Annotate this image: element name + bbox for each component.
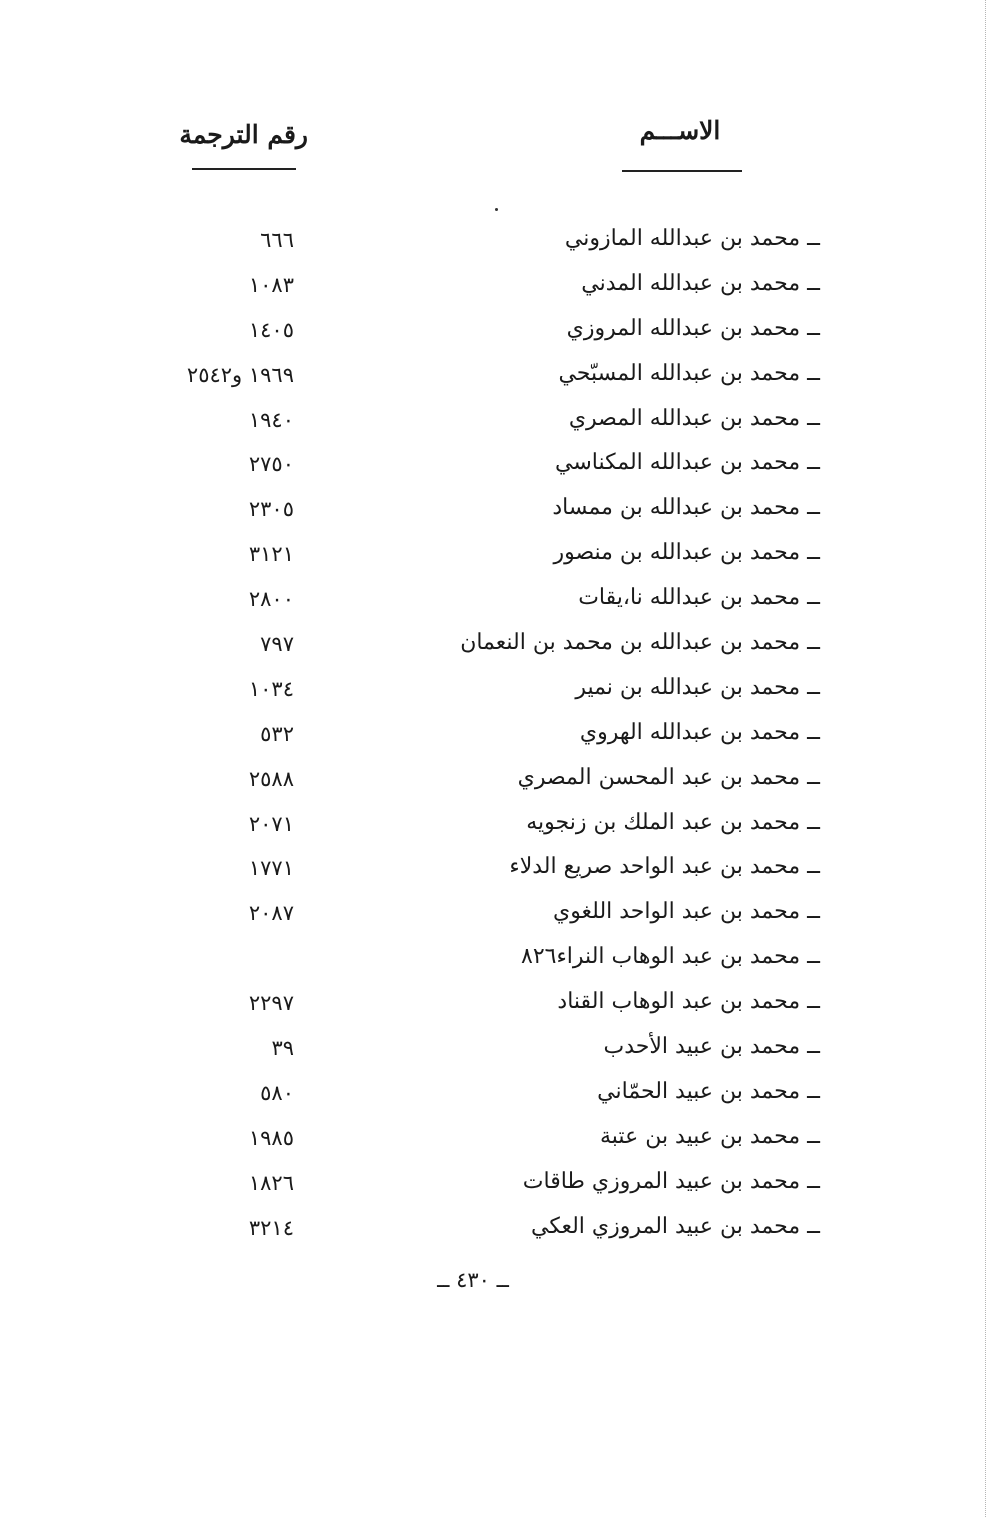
page-number: ــ ٤٣٠ ــ [437,1268,509,1292]
entry-number: ٧٩٧ [260,632,294,657]
list-item [0,402,1006,447]
number-column-heading: رقم الترجمة [179,120,308,149]
entry-number: ١٩٤٠ [248,407,294,432]
entry-number: ٢٢٩٧ [248,991,294,1016]
ink-speck [495,208,498,211]
name-heading-underline [622,170,742,172]
list-item [0,357,1006,402]
entry-name: ــ محمد بن عبدالله المصري [568,405,820,431]
entry-name: ــ محمد بن عبدالله المكناسي [555,450,820,476]
entry-name: ــ محمد بن عبدالله المازوني [564,226,820,251]
entry-name: ــ محمد بن عبدالله نا،يقات [578,585,820,611]
entry-name: ــ محمد بن عبد الملك بن زنجويه [526,809,820,835]
entry-number: ١٤٠٥ [248,317,294,342]
entry-number: ٢٨٠٠ [248,587,294,612]
list-item [0,491,1006,536]
entry-name: ــ محمد بن عبيد الحمّاني [597,1078,820,1104]
list-item [0,267,1006,312]
entry-number: ١٠٨٣ [248,272,294,297]
entries-list [0,222,1006,1254]
list-item [0,222,1006,267]
entry-number: ٣١٢١ [248,542,294,567]
entry-number: ١٨٢٦ [248,1170,294,1195]
entry-number: ٥٨٠ [260,1080,294,1105]
entry-name: ــ محمد بن عبد الواحد صريع الدلاء [509,854,820,880]
list-item [0,1210,1006,1255]
entry-name: ــ محمد بن عبد المحسن المصري [517,764,820,790]
entry-name: ــ محمد بن عبدالله المسبّحي [558,360,820,386]
entry-name: ــ محمد بن عبيد المروزي العكي [531,1213,820,1239]
entry-number: ٢٠٨٧ [248,901,294,926]
entry-name: ــ محمد بن عبدالله المدني [581,270,820,296]
entry-number: ١٠٣٤ [248,676,294,701]
list-item [0,1075,1006,1120]
entry-name: ــ محمد بن عبدالله الهروي [579,719,820,745]
entry-number: ٢٠٧١ [248,811,294,836]
entry-number: ٢٣٠٥ [248,497,294,522]
entry-name: ــ محمد بن عبدالله بن ممساد [552,495,820,521]
list-item [0,895,1006,940]
entry-name: ــ محمد بن عبد الوهاب القناد [557,989,820,1015]
entry-number: ٣٩ [271,1036,294,1061]
entry-name: ــ محمد بن عبيد بن عتبة [600,1123,820,1149]
list-item [0,940,1006,985]
list-item [0,1030,1006,1075]
entry-name: ــ محمد بن عبدالله المروزي [566,315,820,341]
entry-number: ٢٧٥٠ [248,452,294,477]
list-item [0,626,1006,671]
list-item [0,671,1006,716]
entry-number: ١٩٦٩ و٢٥٤٢ [186,362,294,387]
entry-number: ٥٣٢ [260,721,294,746]
entry-name: ــ محمد بن عبيد الأحدب [603,1034,820,1060]
list-item [0,850,1006,895]
entry-name: ــ محمد بن عبدالله بن منصور [553,540,820,566]
entry-name: ــ محمد بن عبدالله بن محمد بن النعمان [460,630,820,656]
list-item [0,985,1006,1030]
list-item [0,312,1006,357]
entry-number: ١٩٨٥ [248,1125,294,1150]
entry-name: ــ محمد بن عبيد المروزي طاقات [522,1168,820,1194]
list-item [0,581,1006,626]
entry-name: ــ محمد بن عبد الواحد اللغوي [552,899,820,925]
list-item [0,446,1006,491]
list-item [0,806,1006,851]
number-heading-underline [192,168,296,170]
entry-name: ــ محمد بن عبدالله بن نمير [575,674,820,700]
name-column-heading: الاســـم [639,116,721,145]
entry-name: ــ محمد بن عبد الوهاب النراء٨٢٦ [521,944,820,970]
entry-number: ٢٥٨٨ [248,766,294,791]
list-item [0,1120,1006,1165]
list-item [0,716,1006,761]
list-item [0,761,1006,806]
list-item [0,536,1006,581]
entry-number: ١٧٧١ [248,856,294,881]
entry-number: ٣٢١٤ [248,1215,294,1240]
list-item [0,1165,1006,1210]
entry-number: ٦٦٦ [260,228,294,252]
